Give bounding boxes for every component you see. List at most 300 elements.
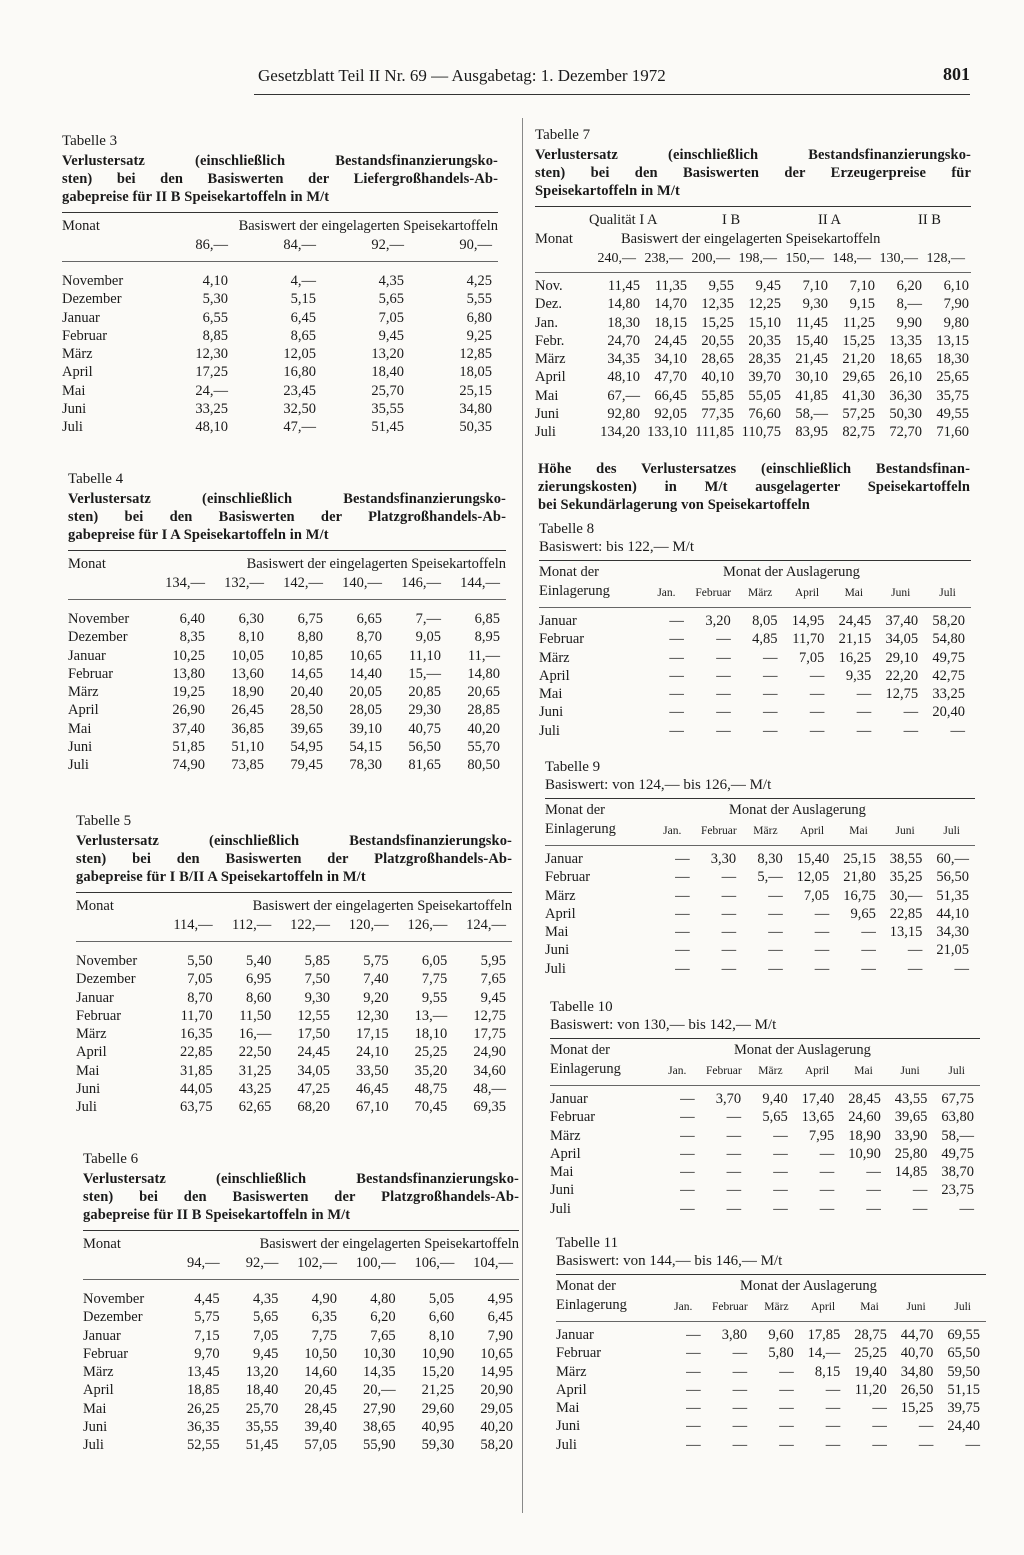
value-cell: — <box>675 887 690 904</box>
basis-value: 92,— <box>245 1255 279 1271</box>
value-cell: 28,65 <box>701 351 734 368</box>
value-cell: 63,75 <box>180 1099 213 1116</box>
auslagerung-month-header: April <box>810 1301 836 1313</box>
basis-value: 92,— <box>371 237 404 253</box>
value-cell: 6,20 <box>896 278 922 294</box>
value-cell: 6,55 <box>202 309 228 326</box>
value-cell: 7,15 <box>194 1327 220 1344</box>
value-cell: 92,80 <box>607 406 640 423</box>
value-cell: 10,30 <box>363 1345 396 1362</box>
basis-value: 130,— <box>879 251 918 266</box>
table-row <box>535 277 971 295</box>
month-cell: Juli <box>76 1099 97 1116</box>
value-cell: 11,45 <box>607 278 640 294</box>
value-cell: 5,95 <box>480 953 506 969</box>
value-cell: 26,25 <box>187 1400 220 1417</box>
table-block-t10 <box>550 998 980 1218</box>
value-cell: 13,20 <box>245 1364 279 1381</box>
group-header: Monat der Auslagerung <box>740 1278 877 1294</box>
table-top-rule <box>545 798 975 799</box>
table-body <box>539 612 971 740</box>
value-cell: 28,35 <box>748 351 781 368</box>
value-cell: 20,45 <box>304 1382 337 1399</box>
value-cell: 133,10 <box>647 424 687 441</box>
value-cell: 34,80 <box>459 401 492 418</box>
table-body <box>83 1290 519 1455</box>
month-cell: Juni <box>539 704 564 721</box>
table-row <box>76 970 512 988</box>
table-header-row <box>68 555 506 574</box>
value-cell: 58,20 <box>932 613 965 629</box>
month-cell: Juni <box>68 739 93 756</box>
value-cell: — <box>669 686 684 703</box>
table-row <box>539 685 971 703</box>
section-heading-line: zierungskosten) in M/t ausgelagerter Speisekartoffeln <box>538 479 970 495</box>
value-cell: — <box>768 942 783 959</box>
value-cell: 25,70 <box>371 382 404 399</box>
table-row <box>535 350 971 368</box>
auslagerung-month-header: Mai <box>844 587 864 599</box>
value-cell: — <box>779 1436 794 1453</box>
table-header-rule <box>76 941 512 942</box>
month-cell: Juli <box>556 1436 577 1453</box>
basis-value: 142,— <box>283 575 323 591</box>
value-cell: — <box>768 905 783 922</box>
quality-header: I B <box>722 212 741 228</box>
value-cell: — <box>680 1182 695 1199</box>
table-top-rule <box>539 560 971 561</box>
value-cell: 3,80 <box>721 1327 748 1343</box>
basis-value: 148,— <box>832 251 871 266</box>
value-cell: — <box>686 1418 701 1435</box>
month-cell: März <box>68 684 99 701</box>
value-cell: — <box>675 942 690 959</box>
value-cell: 54,15 <box>349 739 382 756</box>
table-header-rule <box>556 1321 986 1322</box>
value-cell: 18,15 <box>654 314 687 331</box>
value-cell: 46,45 <box>356 1081 389 1098</box>
value-cell: 22,50 <box>238 1044 272 1061</box>
table-title-line: sten) bei den Basiswerten der Platzgroßhandels-Ab- <box>76 851 512 867</box>
table-row <box>76 989 512 1007</box>
value-cell: 47,25 <box>297 1081 330 1098</box>
quality-header: Qualität I A <box>589 212 658 228</box>
table-body <box>68 610 506 775</box>
value-cell: 29,05 <box>480 1400 513 1417</box>
value-cell: 14,80 <box>467 665 500 682</box>
table-row <box>545 887 975 905</box>
value-cell: — <box>959 1200 974 1217</box>
value-cell: 20,05 <box>349 684 382 701</box>
basis-value: 198,— <box>738 251 777 266</box>
value-cell: — <box>675 869 690 886</box>
data-table-t4 <box>68 610 506 775</box>
value-cell: 6,45 <box>487 1309 513 1326</box>
value-cell: — <box>686 1436 701 1453</box>
table-row <box>539 722 971 740</box>
value-cell: 7,10 <box>802 278 828 294</box>
value-cell: 8,— <box>896 296 922 313</box>
column-header-1: Monat der <box>545 802 605 818</box>
month-cell: April <box>545 905 576 922</box>
value-cell: — <box>768 960 783 977</box>
auslagerung-month-header: Jan. <box>668 1065 687 1077</box>
table-row <box>62 272 498 290</box>
value-cell: 11,35 <box>654 278 687 294</box>
month-cell: April <box>550 1145 581 1162</box>
value-cell: — <box>763 722 778 739</box>
value-cell: 38,65 <box>363 1419 396 1436</box>
table-row <box>83 1308 519 1326</box>
value-cell: 10,25 <box>172 647 205 664</box>
table-row <box>545 850 975 868</box>
value-cell: 7,05 <box>378 309 404 326</box>
table-row <box>83 1345 519 1363</box>
table-title-line: sten) bei den Basiswerten der Liefergroßhandels-Ab- <box>62 171 498 187</box>
value-cell: — <box>721 887 737 904</box>
value-cell: 8,70 <box>356 629 382 646</box>
month-cell: Jan. <box>535 314 558 331</box>
value-cell: 8,65 <box>290 327 316 344</box>
value-cell: 60,— <box>936 851 969 867</box>
value-cell: 33,25 <box>932 686 965 703</box>
column-header-monat: Monat <box>62 218 100 234</box>
value-cell: 57,05 <box>304 1437 337 1454</box>
value-cell: 63,80 <box>941 1109 974 1126</box>
value-cell: — <box>856 686 872 703</box>
value-cell: 35,55 <box>371 401 404 418</box>
value-cell: 8,10 <box>238 629 264 646</box>
value-cell: 7,10 <box>849 278 875 294</box>
table-row <box>76 1007 512 1025</box>
table-label: Tabelle 4 <box>68 471 124 487</box>
basis-value: 106,— <box>414 1255 455 1271</box>
value-cell: 26,45 <box>231 702 264 719</box>
month-cell: Juni <box>76 1081 101 1098</box>
value-cell: — <box>872 1436 887 1453</box>
value-cell: 12,35 <box>701 296 734 313</box>
basis-line: Basiswert: von 130,— bis 142,— M/t <box>550 1017 777 1033</box>
value-cell: 110,75 <box>741 424 781 441</box>
value-cell: 8,95 <box>474 629 500 646</box>
month-header-row <box>556 1296 986 1315</box>
value-cell: 8,35 <box>179 629 205 646</box>
value-cell: 8,05 <box>752 613 778 629</box>
value-cell: 25,15 <box>459 382 492 399</box>
value-cell: 32,50 <box>283 401 316 418</box>
month-cell: Januar <box>539 613 577 629</box>
month-cell: Juni <box>556 1418 581 1435</box>
data-table-t10 <box>550 1090 980 1218</box>
value-cell: — <box>763 649 778 666</box>
value-cell: 77,35 <box>701 406 734 423</box>
value-cell: 9,45 <box>378 327 404 344</box>
value-cell: 4,80 <box>370 1291 396 1307</box>
value-cell: 7,05 <box>799 649 825 666</box>
value-cell: — <box>907 960 923 977</box>
table-row <box>535 405 971 423</box>
value-cell: — <box>732 1400 748 1417</box>
month-cell: Juni <box>62 401 87 418</box>
value-cell: 26,50 <box>900 1381 934 1398</box>
value-cell: — <box>732 1345 748 1362</box>
table-row <box>539 630 971 648</box>
value-cell: 24,90 <box>473 1044 506 1061</box>
month-cell: Juli <box>550 1200 571 1217</box>
value-cell: — <box>866 1164 881 1181</box>
value-cell: — <box>814 942 830 959</box>
table-row <box>83 1363 519 1381</box>
value-cell: 40,70 <box>900 1345 934 1362</box>
value-cell: 79,45 <box>290 757 323 774</box>
value-cell: 25,25 <box>854 1345 887 1362</box>
column-divider <box>522 118 523 1513</box>
value-cell: — <box>907 942 923 959</box>
month-cell: Juni <box>550 1182 575 1199</box>
value-cell: 35,20 <box>414 1062 448 1079</box>
table-header-rule <box>68 599 506 600</box>
value-cell: 49,75 <box>932 649 965 666</box>
value-cell: 6,60 <box>428 1309 455 1326</box>
basis-value: 150,— <box>785 251 824 266</box>
value-cell: — <box>669 704 684 721</box>
month-cell: Februar <box>83 1345 129 1362</box>
table-block-t4 <box>68 470 506 775</box>
group-header: Monat der Auslagerung <box>729 802 866 818</box>
value-cell: 73,85 <box>231 757 264 774</box>
value-cell: 4,— <box>290 273 316 289</box>
value-cell: 5,— <box>757 869 783 886</box>
value-cell: 5,65 <box>762 1109 788 1126</box>
value-cell: 36,35 <box>187 1419 220 1436</box>
value-cell: — <box>903 704 919 721</box>
page-number: 801 <box>943 64 970 84</box>
value-cell: — <box>809 704 825 721</box>
value-cell: 3,70 <box>715 1091 742 1107</box>
value-cell: — <box>669 649 684 666</box>
value-cell: 5,80 <box>768 1345 794 1362</box>
value-cell: — <box>814 960 830 977</box>
table-row <box>68 665 506 683</box>
value-cell: 35,25 <box>889 869 923 886</box>
table-row <box>545 941 975 959</box>
table-row <box>539 649 971 667</box>
table-row <box>539 667 971 685</box>
basis-value: 94,— <box>187 1255 220 1271</box>
value-cell: 12,25 <box>748 296 781 313</box>
value-cell: — <box>763 667 778 684</box>
value-cell: 16,35 <box>180 1026 213 1043</box>
auslagerung-month-header: Jan. <box>657 587 676 599</box>
value-cell: — <box>768 887 783 904</box>
value-cell: 58,— <box>941 1127 974 1144</box>
table-body <box>535 277 971 442</box>
value-cell: 7,90 <box>487 1327 513 1344</box>
value-cell: — <box>716 722 731 739</box>
value-cell: — <box>872 1418 887 1435</box>
value-cell: 15,40 <box>796 851 830 867</box>
value-cell: 25,25 <box>414 1044 448 1061</box>
value-cell: 23,75 <box>941 1182 974 1199</box>
value-cell: 40,20 <box>467 720 500 737</box>
basis-value: 112,— <box>231 917 272 933</box>
value-cell: 58,— <box>795 406 828 423</box>
month-cell: Dezember <box>62 291 122 308</box>
table-header-rule <box>62 261 498 262</box>
value-cell: 57,25 <box>842 406 875 423</box>
table-row <box>62 345 498 363</box>
value-cell: 48,— <box>473 1081 506 1098</box>
table-header-row <box>83 1235 519 1254</box>
table-row <box>550 1163 980 1181</box>
month-cell: Mai <box>539 686 563 703</box>
column-header-2: Einlagerung <box>556 1297 627 1313</box>
value-cell: 16,75 <box>843 887 876 904</box>
month-cell: Februar <box>62 327 108 344</box>
value-cell: 48,75 <box>414 1081 448 1098</box>
table-top-rule <box>83 1230 519 1231</box>
month-cell: Januar <box>556 1327 594 1343</box>
table-row <box>545 905 975 923</box>
table-body <box>550 1090 980 1218</box>
value-cell: — <box>669 613 684 629</box>
month-cell: Januar <box>62 309 100 326</box>
month-cell: Februar <box>556 1345 602 1362</box>
value-cell: 11,70 <box>792 631 825 648</box>
basis-value: 144,— <box>460 575 500 591</box>
value-cell: — <box>732 1363 748 1380</box>
month-cell: Februar <box>550 1109 596 1126</box>
month-cell: Juni <box>535 406 560 423</box>
basis-value: 90,— <box>459 237 492 253</box>
value-cell: 8,80 <box>297 629 323 646</box>
value-cell: 33,25 <box>195 401 228 418</box>
month-cell: Juli <box>535 424 556 441</box>
value-cell: 13,35 <box>889 332 922 349</box>
table-title-line: Verlustersatz (einschließlich Bestandsfinanzierungsko- <box>76 833 512 849</box>
value-cell: 4,25 <box>466 273 492 289</box>
value-cell: 31,25 <box>238 1062 272 1079</box>
value-cell: 40,20 <box>480 1419 513 1436</box>
value-cell: 16,80 <box>283 364 316 381</box>
value-cell: — <box>716 631 731 648</box>
group-header: Basiswert der eingelagerten Speisekartoffeln <box>252 898 512 914</box>
month-cell: Mai <box>83 1400 107 1417</box>
value-cell: 59,30 <box>421 1437 455 1454</box>
column-header-1: Monat der <box>556 1278 616 1294</box>
value-cell: 26,10 <box>889 369 922 386</box>
value-cell: — <box>763 704 778 721</box>
value-cell: 34,05 <box>297 1062 330 1079</box>
value-cell: 5,50 <box>187 953 213 969</box>
month-cell: Februar <box>68 665 114 682</box>
value-cell: 17,40 <box>801 1091 835 1107</box>
month-cell: Mai <box>550 1164 574 1181</box>
month-cell: Juni <box>83 1419 108 1436</box>
value-cell: 58,20 <box>480 1437 513 1454</box>
value-cell: 9,70 <box>194 1345 220 1362</box>
auslagerung-month-header: Februar <box>695 587 732 599</box>
value-cell: 31,85 <box>180 1062 213 1079</box>
value-cell: 9,55 <box>708 278 734 294</box>
value-cell: — <box>675 924 690 941</box>
value-cell: 21,25 <box>421 1382 455 1399</box>
value-cell: 47,70 <box>654 369 687 386</box>
month-cell: Juni <box>545 942 570 959</box>
value-cell: 67,10 <box>356 1099 389 1116</box>
month-cell: November <box>83 1291 145 1307</box>
value-cell: 24,45 <box>297 1044 330 1061</box>
table-row <box>68 720 506 738</box>
value-cell: 16,— <box>238 1026 272 1043</box>
value-cell: — <box>773 1164 788 1181</box>
month-cell: Mai <box>68 720 92 737</box>
value-cell: 36,85 <box>231 720 264 737</box>
value-cell: 9,55 <box>421 989 448 1006</box>
basis-row <box>535 249 971 268</box>
value-cell: 6,10 <box>943 278 969 294</box>
value-cell: 29,65 <box>842 369 875 386</box>
value-cell: 42,75 <box>932 667 965 684</box>
table-row <box>62 418 498 436</box>
value-cell: 17,15 <box>356 1026 389 1043</box>
basis-row <box>62 236 498 255</box>
table-body <box>545 850 975 978</box>
value-cell: — <box>726 1109 742 1126</box>
value-cell: 4,35 <box>252 1291 279 1307</box>
value-cell: 9,35 <box>845 667 872 684</box>
value-cell: 7,50 <box>304 971 330 988</box>
value-cell: 15,40 <box>795 332 828 349</box>
value-cell: 51,10 <box>231 739 264 756</box>
value-cell: 34,80 <box>900 1363 934 1380</box>
value-cell: 49,75 <box>941 1145 974 1162</box>
value-cell: 28,05 <box>349 702 382 719</box>
month-cell: März <box>83 1364 114 1381</box>
value-cell: — <box>680 1109 695 1126</box>
column-header-1: Monat der <box>539 564 599 580</box>
value-cell: 18,65 <box>889 351 922 368</box>
basis-value: 104,— <box>473 1255 513 1271</box>
value-cell: — <box>950 722 965 739</box>
value-cell: — <box>954 960 969 977</box>
value-cell: 81,65 <box>408 757 441 774</box>
header-rule <box>254 94 970 95</box>
value-cell: 14,35 <box>363 1364 396 1381</box>
month-cell: Februar <box>76 1007 122 1024</box>
table-row <box>76 1025 512 1043</box>
value-cell: 13,15 <box>889 924 923 941</box>
value-cell: 55,70 <box>467 739 500 756</box>
value-cell: 9,80 <box>943 314 969 331</box>
basis-value: 200,— <box>691 251 730 266</box>
value-cell: 40,10 <box>701 369 734 386</box>
value-cell: 35,55 <box>245 1419 279 1436</box>
value-cell: 43,25 <box>238 1081 272 1098</box>
value-cell: 50,30 <box>889 406 922 423</box>
value-cell: 7,05 <box>187 971 213 988</box>
value-cell: — <box>726 1164 742 1181</box>
value-cell: — <box>814 924 830 941</box>
table-row <box>550 1108 980 1126</box>
value-cell: 78,30 <box>349 757 382 774</box>
value-cell: 7,05 <box>803 887 830 904</box>
table-title-line: Verlustersatz (einschließlich Bestandsfinanzierungsko- <box>68 491 506 507</box>
value-cell: — <box>809 686 825 703</box>
value-cell: 43,55 <box>894 1091 928 1107</box>
value-cell: 8,30 <box>757 851 783 867</box>
value-cell: 14,65 <box>290 665 323 682</box>
